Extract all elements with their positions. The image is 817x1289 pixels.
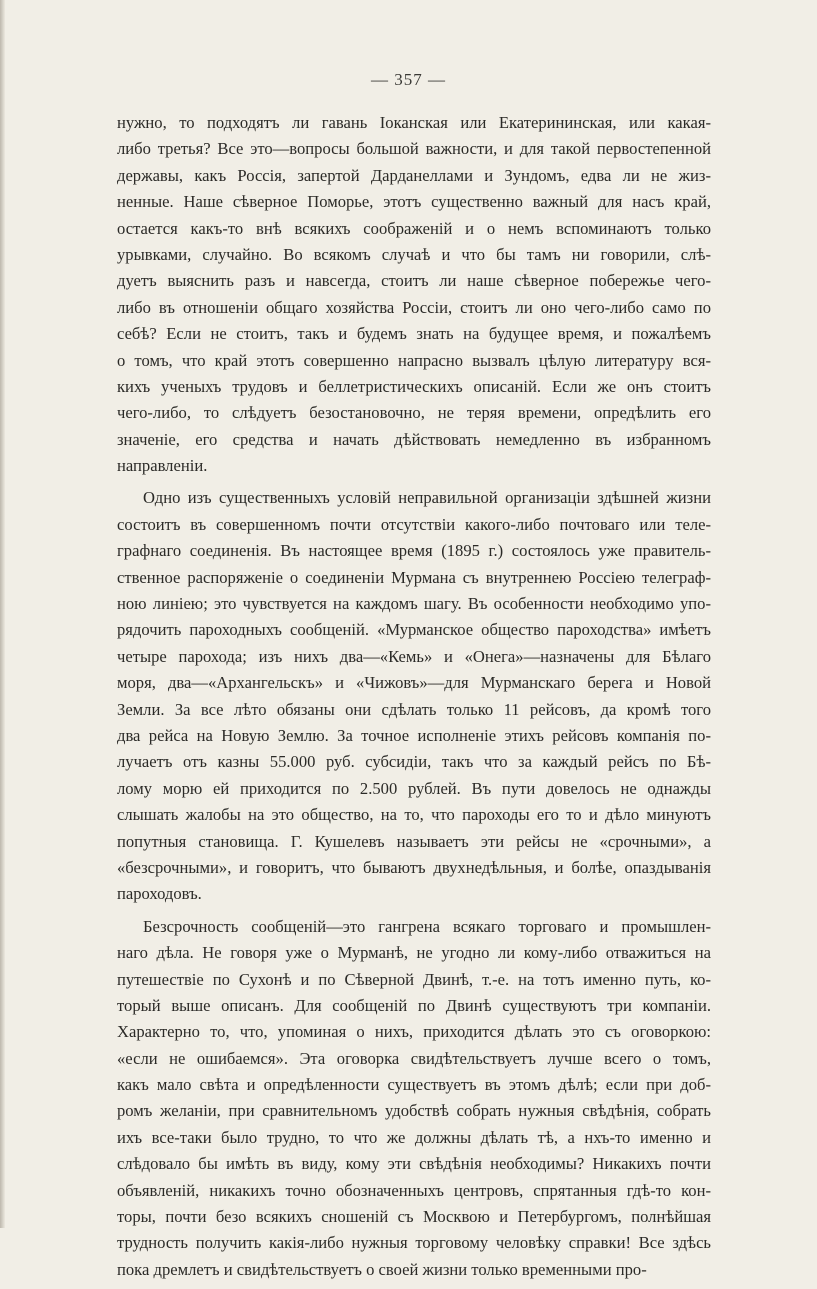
paragraph bbox=[117, 485, 711, 907]
text-line: слышать жалобы на это общество, на то, что пароходы его то и дѣло минуютъ bbox=[117, 805, 711, 825]
text-line: ихъ все-таки было трудно, то что же должны дѣлать тѣ, а нхъ-то именно и bbox=[117, 1127, 711, 1147]
text-line: моря, два—«Архангельскъ» и «Чижовъ»—для Мурманскаго берега и Новой bbox=[117, 673, 711, 693]
text-line: путешествіе по Сухонѣ и по Сѣверной Двинѣ, т.-е. на тотъ именно путь, ко- bbox=[117, 969, 711, 989]
text-line: «безсрочными», и говоритъ, что бываютъ двухнедѣльныя, и болѣе, опаздыванія bbox=[117, 857, 711, 877]
text-line: какъ мало свѣта и опредѣленности существуетъ въ этомъ дѣлѣ; если при доб- bbox=[117, 1075, 711, 1095]
text-line: ромъ желаніи, при сравнительномъ удобствѣ собрать нужныя свѣдѣнія, собрать bbox=[117, 1101, 711, 1121]
text-line: пока дремлетъ и свидѣтельствуетъ о своей жизни только временными про- bbox=[117, 1259, 647, 1279]
text-line: рядочить пароходныхъ сообщеній. «Мурманское общество пароходства» имѣетъ bbox=[117, 620, 711, 640]
page-body bbox=[117, 110, 711, 1289]
text-line: значеніе, его средства и начать дѣйствовать немедленно въ избранномъ bbox=[117, 429, 711, 449]
text-line: ною линіею; это чувствуется на каждомъ шагу. Въ особенности необходимо упо- bbox=[117, 594, 711, 614]
text-line: наго дѣла. Не говоря уже о Мурманѣ, не угодно ли кому-либо отважиться на bbox=[117, 943, 711, 963]
text-line: два рейса на Новую Землю. За точное исполненіе этихъ рейсовъ компанія по- bbox=[117, 725, 711, 745]
page-number: — 357 — bbox=[371, 70, 446, 89]
text-line: графнаго соединенія. Въ настоящее время (1895 г.) состоялось уже правитель- bbox=[117, 541, 711, 561]
text-line: попутныя становища. Г. Кушелевъ называетъ эти рейсы не «срочными», а bbox=[117, 831, 711, 851]
text-line: Характерно то, что, упоминая о нихъ, приходится дѣлать это съ оговоркою: bbox=[117, 1022, 711, 1042]
page-binding-edge bbox=[0, 0, 5, 1228]
text-line: ственное распоряженіе о соединеніи Мурмана съ внутреннею Россіею телеграф- bbox=[117, 567, 711, 587]
text-line: направленіи. bbox=[117, 456, 208, 476]
text-line: либо въ отношеніи общаго хозяйства Россіи, стоитъ ли оно чего-либо само по bbox=[117, 297, 711, 317]
text-line: себѣ? Если не стоитъ, такъ и будемъ знать на будущее время, и пожалѣемъ bbox=[117, 324, 711, 344]
text-line: ненные. Наше сѣверное Поморье, этотъ существенно важный для насъ край, bbox=[117, 192, 711, 212]
text-line: трудность получить какія-либо нужныя торговому человѣку справки! Все здѣсь bbox=[117, 1233, 711, 1253]
text-line: Одно изъ существенныхъ условій неправильной организаціи здѣшней жизни bbox=[143, 488, 711, 508]
text-line: четыре парохода; изъ нихъ два—«Кемь» и «Онега»—назначены для Бѣлаго bbox=[117, 646, 711, 666]
text-line: чего-либо, то слѣдуетъ безостановочно, не теряя времени, опредѣлить его bbox=[117, 403, 711, 423]
text-line: слѣдовало бы имѣть въ виду, кому эти свѣдѣнія необходимы? Никакихъ почти bbox=[117, 1154, 711, 1174]
text-line: торы, почти безо всякихъ сношеній съ Москвою и Петербургомъ, полнѣйшая bbox=[117, 1207, 711, 1227]
text-line: лучаетъ отъ казны 55.000 руб. субсидіи, такъ что за каждый рейсъ по Бѣ- bbox=[117, 752, 711, 772]
text-line: остается какъ-то внѣ всякихъ соображеній и о немъ вспоминаютъ только bbox=[117, 218, 711, 238]
text-line: о томъ, что край этотъ совершенно напрасно вызвалъ цѣлую литературу вся- bbox=[117, 350, 711, 370]
text-line: Земли. За все лѣто обязаны они сдѣлать только 11 рейсовъ, да кромѣ того bbox=[117, 699, 711, 719]
text-line: «если не ошибаемся». Эта оговорка свидѣтельствуетъ лучше всего о томъ, bbox=[117, 1048, 711, 1068]
text-line: нужно, то подходятъ ли гавань Іоканская или Екатерининская, или какая- bbox=[117, 113, 711, 132]
text-line: состоитъ въ совершенномъ почти отсутствіи какого-либо почтоваго или теле- bbox=[117, 514, 711, 534]
text-line: пароходовъ. bbox=[117, 884, 202, 904]
paragraph bbox=[117, 110, 711, 479]
text-line: кихъ ученыхъ трудовъ и беллетристическихъ описаній. Если же онъ стоитъ bbox=[117, 376, 711, 396]
text-line: державы, какъ Россія, запертой Дарданеллами и Зундомъ, едва ли не жиз- bbox=[117, 165, 711, 185]
text-line: урывками, случайно. Во всякомъ случаѣ и что бы тамъ ни говорили, слѣ- bbox=[117, 244, 711, 264]
text-line: торый выше описанъ. Для сообщеній по Двинѣ существуютъ три компаніи. bbox=[117, 995, 711, 1015]
text-line: дуетъ выяснить разъ и навсегда, стоитъ ли наше сѣверное побережье чего- bbox=[117, 271, 711, 291]
text-line: Безсрочность сообщеній—это гангрена всякаго торговаго и промышлен- bbox=[143, 916, 711, 936]
text-line: объявленій, никакихъ точно обозначенныхъ центровъ, спрятанныя гдѣ-то кон- bbox=[117, 1180, 711, 1200]
text-line: либо третья? Все это—вопросы большой важности, и для такой первостепенной bbox=[117, 139, 711, 159]
text-line: лому морю ей приходится по 2.500 рублей. Въ пути довелось не однажды bbox=[117, 778, 711, 798]
